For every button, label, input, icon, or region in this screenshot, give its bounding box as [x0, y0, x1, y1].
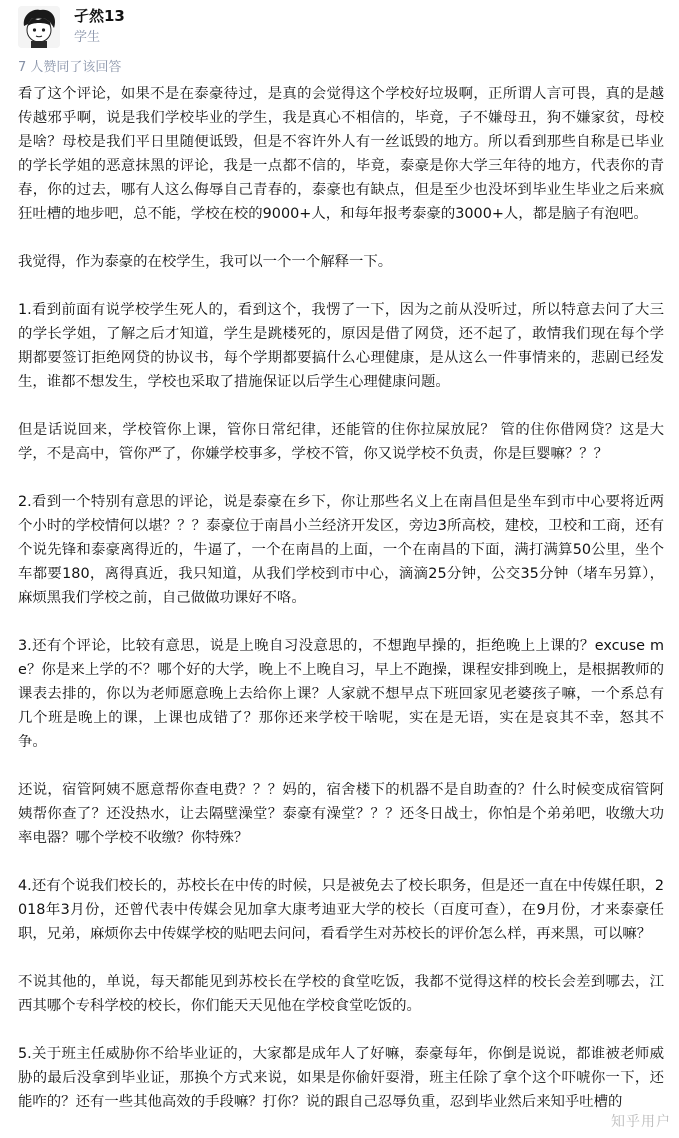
vote-count: 7 人赞同了该回答 — [18, 60, 122, 75]
answer-content — [18, 82, 664, 1138]
answer-paragraph: 3.还有个评论，比较有意思，说是上晚自习没意思的，不想跑早操的，拒绝晚上上课的？excuse me？你是来上学的不？哪个好的大学，晚上不上晚自习，早上不跑操，课程安排到晚上，是根据教师的课表去排的，你以为老师愿意晚上去给你上课？人家就不想早点下班回家见老婆孩子嘛，一个系总有几个班是晚上的课，上课也成错了？那你还来学校干啥呢，实在是无语，实在是哀其不幸，怒其不争。 — [18, 638, 664, 750]
answer-paragraph: 2.看到一个特别有意思的评论，说是泰豪在乡下，你让那些名义上在南昌但是坐车到市中心要将近两个小时的学校情何以堪？？？泰豪位于南昌小兰经济开发区，旁边3所高校，建校，卫校和工商，还有个说先锋和泰豪离得近的，牛逼了，一个在南昌的上面，一个在南昌的下面，满打满算50公里，坐个车都要180，离得真近，我只知道，从我们学校到市中心，滴滴25分钟，公交35分钟（堵车另算），麻烦黑我们学校之前，自己做做功课好不咯。 — [18, 494, 664, 606]
answer-paragraph: 但是话说回来，学校管你上课，管你日常纪律，还能管的住你拉屎放屁？ 管的住你借网贷？这是大学，不是高中，管你严了，你嫌学校事多，学校不管，你又说学校不负责，你是巨婴嘛？？？ — [18, 422, 664, 462]
answer-paragraph: 5.关于班主任威胁你不给毕业证的，大家都是成年人了好嘛，泰豪每年，你倒是说说，都谁被老师威胁的最后没拿到毕业证，那换个方式来说，如果是你偷奸耍滑，班主任除了拿个这个吓唬你一下，还能咋的？还有一些其他高效的手段嘛？打你？说的跟自己忍辱负重，忍到毕业然后来知乎吐槽的 — [18, 1046, 664, 1110]
avatar[interactable] — [18, 6, 60, 48]
author-name[interactable]: 孑然13 — [74, 7, 125, 25]
author-headline: 学生 — [74, 30, 101, 45]
avatar-cartoon-boy-icon — [18, 6, 60, 48]
zhihu-watermark: 知乎用户 — [611, 1114, 671, 1130]
answer-author — [18, 6, 125, 48]
answer-paragraph: 看了这个评论，如果不是在泰豪待过，是真的会觉得这个学校好垃圾啊，正所谓人言可畏，真的是越传越邪乎啊，说是我们学校毕业的学生，我是真心不相信的，毕竟，子不嫌母丑，狗不嫌家贫，母校是啥？母校是我们平日里随便诋毁，但是不容许外人有一丝诋毁的地方。所以看到那些自称是已毕业的学长学姐的恶意抹黑的评论，我是一点都不信的，毕竟，泰豪是你大学三年待的地方，代表你的青春，你的过去，哪有人这么侮辱自己青春的，泰豪也有缺点，但是至少也没坏到毕业生毕业之后来疯狂吐槽的地步吧，总不能，学校在校的9000+人，和每年报考泰豪的3000+人，都是脑子有泡吧。 — [18, 86, 664, 222]
answer-paragraph: 1.看到前面有说学校学生死人的，看到这个，我愣了一下，因为之前从没听过，所以特意去问了大三的学长学姐，了解之后才知道，学生是跳楼死的，原因是借了网贷，还不起了，敢情我们现在每个学期都要签订拒绝网贷的协议书，每个学期都要搞什么心理健康，是从这么一件事情来的，悲剧已经发生，谁都不想发生，学校也采取了措施保证以后学生心理健康问题。 — [18, 302, 664, 390]
answer-paragraph: 我觉得，作为泰豪的在校学生，我可以一个一个解释一下。 — [18, 254, 393, 270]
answer-paragraph: 还说，宿管阿姨不愿意帮你查电费？？？妈的，宿舍楼下的机器不是自助查的？什么时候变成宿管阿姨帮你查了？还没热水，让去隔壁澡堂？泰豪有澡堂？？？还冬日战士，你怕是个弟弟吧，收缴大功率电器？哪个学校不收缴？你特殊？ — [18, 782, 664, 846]
answer-paragraph: 4.还有个说我们校长的，苏校长在中传的时候，只是被免去了校长职务，但是还一直在中传媒任职，2018年3月份，还曾代表中传媒会见加拿大康考迪亚大学的校长（百度可查），在9月份，才来泰豪任职，兄弟，麻烦你去中传媒学校的贴吧去问问，看看学生对苏校长的评价怎么样，再来黑，可以嘛？ — [18, 878, 664, 942]
answer-paragraph: 不说其他的，单说，每天都能见到苏校长在学校的食堂吃饭，我都不觉得这样的校长会差到哪去，江西其哪个专科学校的校长，你们能天天见他在学校食堂吃饭的。 — [18, 974, 664, 1014]
